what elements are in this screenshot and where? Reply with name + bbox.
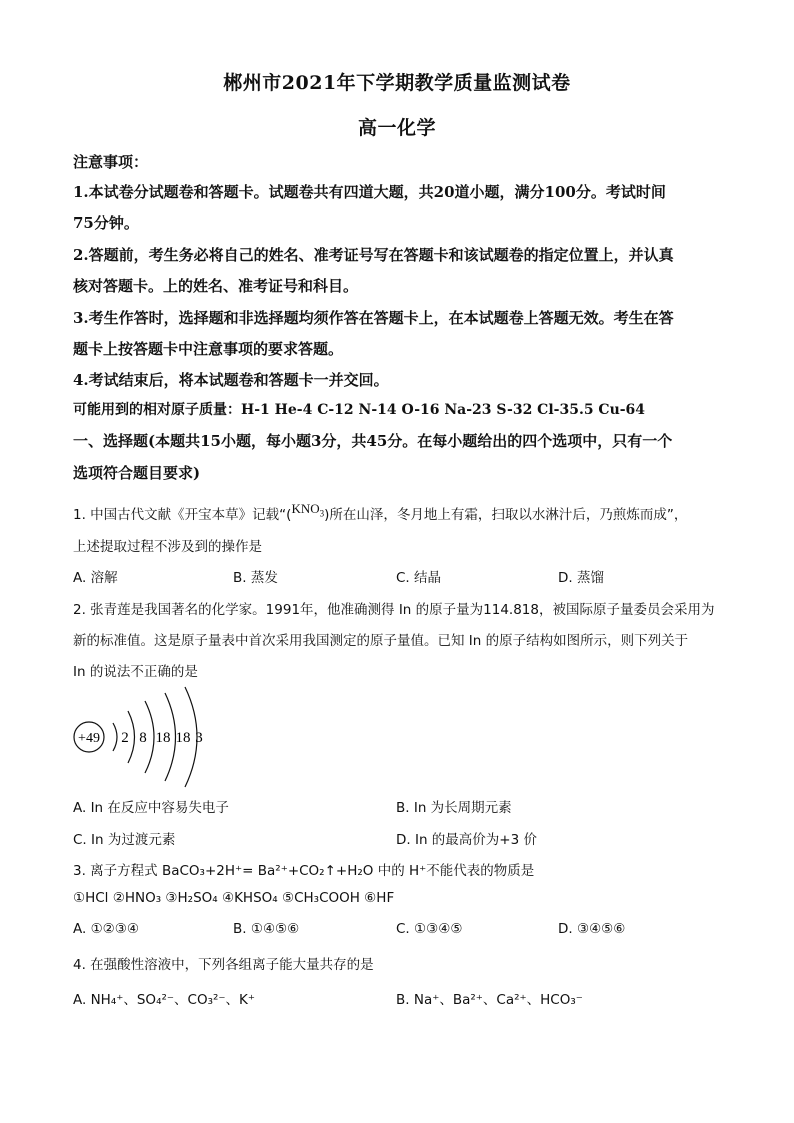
q1-stem-line2: 上述提取过程不涉及到的操作是 — [73, 539, 262, 555]
q3-option-b: B. ①④⑤⑥ — [233, 921, 300, 937]
q1-stem-pre: 1. 中国古代文献《开宝本草》记载“( — [73, 507, 292, 523]
q1-option-d: D. 蒸馏 — [558, 570, 604, 586]
q1-option-a: A. 溶解 — [73, 570, 118, 586]
indium-atom-structure-diagram — [73, 683, 213, 788]
q1-formula-text: KNO — [291, 501, 320, 516]
note-1a: 1.本试卷分试题卷和答题卡。试题卷共有四道大题，共20道小题，满分100分。考试时间 — [73, 183, 666, 201]
q3-option-c: C. ①③④⑤ — [396, 921, 463, 937]
exam-title: 郴州市2021年下学期教学质量监测试卷 — [223, 72, 571, 94]
notes-heading: 注意事项： — [73, 153, 149, 171]
shell-1-electrons: 2 — [121, 730, 129, 746]
q1-option-c: C. 结晶 — [396, 570, 442, 586]
shell-2-electrons: 8 — [139, 730, 147, 746]
q4-option-a: A. NH₄⁺、SO₄²⁻、CO₃²⁻、K⁺ — [73, 992, 255, 1008]
q2-stem-line1: 2. 张青莲是我国著名的化学家。1991年，他准确测得 In 的原子量为114.818，被国际原子量委员会采用为 — [73, 602, 715, 618]
q1-option-b: B. 蒸发 — [233, 570, 278, 586]
shell-3-electrons: 18 — [155, 730, 171, 746]
note-1b: 75分钟。 — [73, 214, 139, 232]
q3-choices: ①HCl ②HNO₃ ③H₂SO₄ ④KHSO₄ ⑤CH₃COOH ⑥HF — [73, 890, 395, 906]
note-3a: 3.考生作答时，选择题和非选择题均须作答在答题卡上，在本试题卷上答题无效。考生在答 — [73, 309, 674, 327]
q2-option-d: D. In 的最高价为+3 价 — [396, 832, 537, 848]
q1-stem-post: )所在山泽，冬月地上有霜，扫取以水淋汁后，乃煎炼而成”， — [324, 507, 688, 523]
q1-formula — [291, 501, 325, 519]
note-4: 4.考试结束后，将本试题卷和答题卡一并交回。 — [73, 371, 389, 389]
shell-arc-2 — [128, 711, 135, 763]
atomic-masses: 可能用到的相对原子质量：H-1 He-4 C-12 N-14 O-16 Na-23 S-32 Cl-35.5 Cu-64 — [73, 402, 646, 418]
shell-5-electrons: 3 — [195, 730, 203, 746]
q3-option-d: D. ③④⑤⑥ — [558, 921, 626, 937]
shell-arc-1 — [113, 723, 117, 751]
note-3b: 题卡上按答题卡中注意事项的要求答题。 — [73, 340, 344, 358]
section1-heading-a: 一、选择题(本题共15小题，每小题3分，共45分。在每小题给出的四个选项中，只有一个 — [73, 432, 673, 450]
q4-stem: 4. 在强酸性溶液中，下列各组离子能大量共存的是 — [73, 957, 374, 973]
q3-stem: 3. 离子方程式 BaCO₃+2H⁺= Ba²⁺+CO₂↑+H₂O 中的 H⁺不能代表的物质是 — [73, 863, 535, 879]
q1-stem-line1 — [73, 503, 733, 523]
exam-subject: 高一化学 — [357, 117, 436, 139]
q4-option-b: B. Na⁺、Ba²⁺、Ca²⁺、HCO₃⁻ — [396, 992, 583, 1008]
q2-stem-line3: In 的说法不正确的是 — [73, 664, 198, 680]
q2-stem-line2: 新的标准值。这是原子量表中首次采用我国测定的原子量值。已知 In 的原子结构如图所示，则下列关于 — [73, 633, 689, 649]
shell-4-electrons: 18 — [175, 730, 191, 746]
q1-formula-sub: 3 — [319, 508, 325, 519]
q3-option-a: A. ①②③④ — [73, 921, 139, 937]
q2-option-a: A. In 在反应中容易失电子 — [73, 800, 229, 816]
note-2a: 2.答题前，考生务必将自己的姓名、准考证号写在答题卡和该试题卷的指定位置上，并认真 — [73, 246, 674, 264]
nucleus-charge: +49 — [78, 731, 100, 746]
q2-option-c: C. In 为过渡元素 — [73, 832, 176, 848]
q2-option-b: B. In 为长周期元素 — [396, 800, 512, 816]
section1-heading-b: 选项符合题目要求) — [73, 464, 201, 482]
note-2b: 核对答题卡。上的姓名、准考证号和科目。 — [73, 277, 359, 295]
